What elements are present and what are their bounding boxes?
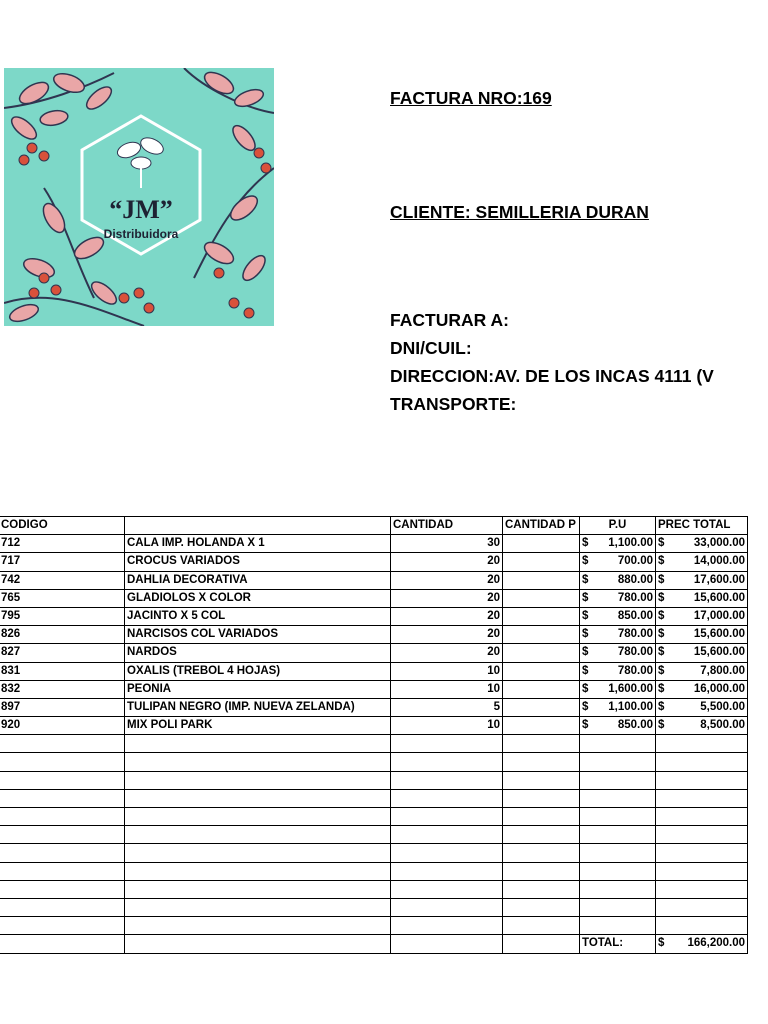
cell-code: 765 [0,589,125,607]
empty-cell [391,753,503,771]
empty-row [0,826,748,844]
empty-row [0,898,748,916]
empty-cell [125,789,391,807]
currency-symbol: $ [658,646,665,659]
empty-cell [0,808,125,826]
empty-row [0,844,748,862]
currency-symbol: $ [658,573,665,586]
empty-cell [391,862,503,880]
logo-brand-text: “JM” [109,195,173,224]
empty-cell [656,880,748,898]
logo-artwork [4,68,274,326]
empty-row [0,771,748,789]
empty-cell [580,789,656,807]
currency-symbol: $ [582,628,589,641]
empty-cell [656,808,748,826]
empty-cell [391,898,503,916]
empty-cell [656,789,748,807]
empty-cell [656,898,748,916]
cell-unit-price-value: 780.00 [617,646,653,659]
cell-total-price-value: 14,000.00 [693,555,745,568]
transport-label: TRANSPORTE: [390,394,517,414]
header-code: CODIGO [0,517,125,535]
empty-row [0,735,748,753]
empty-cell [580,735,656,753]
client-name: CLIENTE: SEMILLERIA DURAN [390,202,649,222]
empty-cell [0,898,125,916]
empty-row [0,880,748,898]
dni-label: DNI/CUIL: [390,338,472,358]
cell-unit-price-value: 1,100.00 [608,537,653,550]
cell-quantity-p [503,607,580,625]
cell-unit-price [580,589,656,607]
cell-quantity-p [503,589,580,607]
cell-total-price [656,589,748,607]
cell-description: CROCUS VARIADOS [125,553,391,571]
header-quantity-p: CANTIDAD P [503,517,580,535]
cell-unit-price-value: 880.00 [617,573,653,586]
table-row [0,698,748,716]
empty-row [0,917,748,935]
empty-cell [503,935,580,953]
currency-symbol: $ [658,664,665,677]
empty-cell [125,898,391,916]
currency-symbol: $ [582,610,589,623]
cell-quantity-p [503,680,580,698]
cell-quantity: 10 [391,717,503,735]
empty-cell [656,735,748,753]
cell-total-price-value: 16,000.00 [693,682,745,695]
empty-cell [391,808,503,826]
currency-symbol: $ [582,664,589,677]
cell-total-price-value: 17,000.00 [693,610,745,623]
cell-unit-price [580,571,656,589]
cell-unit-price [580,626,656,644]
cell-quantity: 10 [391,680,503,698]
cell-code: 897 [0,698,125,716]
cell-description: CALA IMP. HOLANDA X 1 [125,535,391,553]
cell-unit-price-value: 850.00 [617,719,653,732]
empty-cell [656,753,748,771]
cell-total-price [656,626,748,644]
empty-cell [0,826,125,844]
items-table [0,516,748,954]
empty-cell [391,880,503,898]
cell-unit-price-value: 780.00 [617,664,653,677]
cell-code: 827 [0,644,125,662]
cell-total-price-value: 8,500.00 [700,719,745,732]
table-row [0,717,748,735]
table-row [0,680,748,698]
empty-row [0,808,748,826]
empty-cell [125,935,391,953]
empty-cell [580,753,656,771]
cell-quantity-p [503,535,580,553]
empty-cell [391,844,503,862]
currency-symbol: $ [582,646,589,659]
empty-cell [656,844,748,862]
cell-unit-price-value: 700.00 [617,555,653,568]
header-description [125,517,391,535]
cell-total-price [656,644,748,662]
currency-symbol: $ [658,610,665,623]
bill-to-label: FACTURAR A: [390,310,509,330]
cell-unit-price-value: 1,100.00 [608,700,653,713]
table-header-row [0,517,748,535]
table-row [0,607,748,625]
empty-cell [0,935,125,953]
cell-description: GLADIOLOS X COLOR [125,589,391,607]
cell-description: PEONIA [125,680,391,698]
empty-cell [503,880,580,898]
empty-cell [0,789,125,807]
empty-cell [0,880,125,898]
cell-code: 795 [0,607,125,625]
currency-symbol: $ [658,719,665,732]
currency-symbol: $ [582,591,589,604]
empty-cell [125,771,391,789]
empty-cell [0,844,125,862]
cell-description: DAHLIA DECORATIVA [125,571,391,589]
empty-cell [580,917,656,935]
cell-quantity-p [503,553,580,571]
empty-cell [0,735,125,753]
cell-total-price-value: 17,600.00 [693,573,745,586]
cell-description: NARCISOS COL VARIADOS [125,626,391,644]
table-row [0,589,748,607]
total-amount [656,935,748,953]
cell-code: 832 [0,680,125,698]
company-logo [4,68,274,326]
empty-cell [580,862,656,880]
empty-cell [125,826,391,844]
cell-total-price-value: 15,600.00 [693,591,745,604]
cell-quantity: 20 [391,626,503,644]
currency-symbol: $ [658,537,665,550]
currency-symbol: $ [658,700,665,713]
empty-cell [656,917,748,935]
cell-total-price [656,607,748,625]
currency-symbol: $ [658,555,665,568]
cell-quantity: 20 [391,571,503,589]
cell-code: 717 [0,553,125,571]
cell-total-price-value: 33,000.00 [693,537,745,550]
cell-quantity: 20 [391,553,503,571]
currency-symbol: $ [582,537,589,550]
cell-description: JACINTO X 5 COL [125,607,391,625]
cell-unit-price-value: 1,600.00 [608,682,653,695]
cell-code: 831 [0,662,125,680]
header-unit-price: P.U [580,517,656,535]
cell-unit-price [580,698,656,716]
currency-symbol: $ [582,682,589,695]
cell-total-price [656,717,748,735]
empty-cell [503,844,580,862]
cell-description: NARDOS [125,644,391,662]
empty-cell [503,862,580,880]
cell-total-price [656,698,748,716]
cell-quantity: 20 [391,589,503,607]
cell-description: MIX POLI PARK [125,717,391,735]
empty-cell [580,898,656,916]
cell-total-price-value: 15,600.00 [693,646,745,659]
empty-cell [125,753,391,771]
cell-unit-price [580,644,656,662]
cell-total-price-value: 5,500.00 [700,700,745,713]
cell-total-price [656,662,748,680]
cell-description: OXALIS (TREBOL 4 HOJAS) [125,662,391,680]
empty-cell [391,771,503,789]
cell-unit-price [580,553,656,571]
empty-cell [503,771,580,789]
currency-symbol: $ [658,591,665,604]
empty-row [0,789,748,807]
empty-cell [0,917,125,935]
empty-cell [391,935,503,953]
total-row [0,935,748,953]
empty-cell [503,789,580,807]
cell-total-price [656,571,748,589]
cell-quantity-p [503,571,580,589]
cell-code: 920 [0,717,125,735]
currency-symbol: $ [582,573,589,586]
empty-cell [391,917,503,935]
cell-quantity: 30 [391,535,503,553]
currency-symbol: $ [582,555,589,568]
empty-row [0,753,748,771]
empty-cell [580,826,656,844]
total-label: TOTAL: [580,935,656,953]
header-total-price: PREC TOTAL [656,517,748,535]
empty-cell [391,735,503,753]
logo-tagline-text: Distribuidora [103,227,179,241]
cell-quantity-p [503,662,580,680]
cell-code: 826 [0,626,125,644]
empty-cell [503,753,580,771]
cell-quantity-p [503,626,580,644]
cell-code: 742 [0,571,125,589]
currency-symbol: $ [582,700,589,713]
cell-description: TULIPAN NEGRO (IMP. NUEVA ZELANDA) [125,698,391,716]
cell-quantity: 20 [391,644,503,662]
invoice-number: FACTURA NRO:169 [390,88,552,108]
empty-cell [503,898,580,916]
empty-cell [580,844,656,862]
cell-unit-price [580,717,656,735]
currency-symbol: $ [658,682,665,695]
empty-cell [125,844,391,862]
empty-cell [125,735,391,753]
empty-cell [0,753,125,771]
empty-cell [125,862,391,880]
empty-cell [391,826,503,844]
currency-symbol: $ [582,719,589,732]
cell-total-price [656,680,748,698]
cell-unit-price [580,535,656,553]
empty-cell [503,826,580,844]
empty-cell [656,771,748,789]
cell-unit-price-value: 850.00 [617,610,653,623]
empty-cell [656,826,748,844]
empty-cell [503,917,580,935]
table-row [0,553,748,571]
cell-unit-price-value: 780.00 [617,628,653,641]
empty-cell [125,808,391,826]
cell-unit-price-value: 780.00 [617,591,653,604]
cell-quantity: 20 [391,607,503,625]
empty-cell [656,862,748,880]
address-label: DIRECCION:AV. DE LOS INCAS 4111 (V [390,366,714,386]
empty-cell [391,789,503,807]
cell-unit-price [580,680,656,698]
cell-quantity: 5 [391,698,503,716]
empty-cell [125,880,391,898]
cell-total-price [656,553,748,571]
table-row [0,535,748,553]
cell-quantity-p [503,644,580,662]
table-row [0,662,748,680]
cell-unit-price [580,607,656,625]
cell-unit-price [580,662,656,680]
cell-quantity: 10 [391,662,503,680]
header-quantity: CANTIDAD [391,517,503,535]
total-amount-value: 166,200.00 [687,937,745,950]
empty-cell [0,862,125,880]
currency-symbol: $ [658,937,665,950]
currency-symbol: $ [658,628,665,641]
cell-total-price-value: 15,600.00 [693,628,745,641]
cell-total-price [656,535,748,553]
table-row [0,571,748,589]
table-row [0,644,748,662]
empty-cell [580,808,656,826]
empty-cell [0,771,125,789]
empty-cell [580,880,656,898]
cell-quantity-p [503,698,580,716]
empty-row [0,862,748,880]
empty-cell [125,917,391,935]
table-row [0,626,748,644]
cell-total-price-value: 7,800.00 [700,664,745,677]
empty-cell [503,808,580,826]
cell-quantity-p [503,717,580,735]
empty-cell [503,735,580,753]
cell-code: 712 [0,535,125,553]
empty-cell [580,771,656,789]
